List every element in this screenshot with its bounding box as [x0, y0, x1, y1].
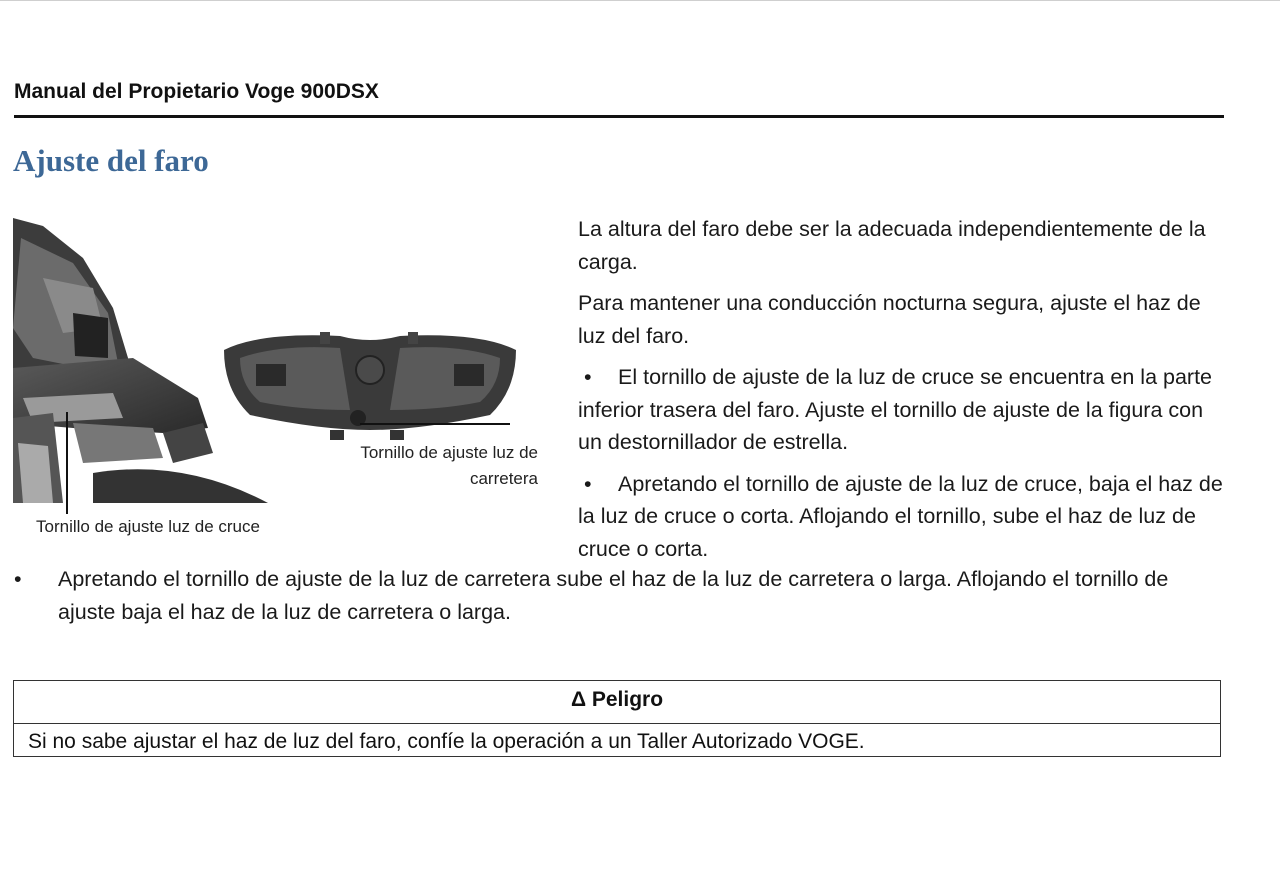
- top-border: [0, 0, 1280, 1]
- document-header: Manual del Propietario Voge 900DSX: [14, 80, 379, 103]
- section-title: Ajuste del faro: [13, 143, 209, 178]
- bullet-dot: •: [584, 471, 592, 496]
- bullet-high-beam-adjust: [14, 563, 1226, 628]
- low-beam-screw-caption: Tornillo de ajuste luz de cruce: [36, 517, 260, 536]
- headlight-unit-image: [220, 330, 520, 445]
- bullet-text: El tornillo de ajuste de la luz de cruce se encuentra en la parte inferior trasera del faro. Ajuste el tornillo de ajuste de la figura con un destornillador de estrella.: [578, 365, 1213, 454]
- paragraph-night-driving: Para mantener una conducción nocturna segura, ajuste el haz de luz del faro.: [578, 291, 1201, 348]
- bullet-text: Apretando el tornillo de ajuste de la luz de carretera sube el haz de la luz de carretera o larga. Aflojando el tornillo de ajuste baja el haz de la luz de carretera o larga.: [58, 567, 1169, 624]
- danger-text: Si no sabe ajustar el haz de luz del faro, confíe la operación a un Taller Autorizado VOGE.: [28, 730, 865, 753]
- danger-title: Δ Peligro: [14, 681, 1220, 724]
- paragraph-load: La altura del faro debe ser la adecuada independientemente de la carga.: [578, 217, 1206, 274]
- bullet-low-beam-adjust: [578, 468, 1228, 566]
- low-beam-leader-line: [66, 412, 68, 514]
- header-rule: [14, 115, 1224, 118]
- bullet-low-beam-location: [578, 361, 1228, 459]
- high-beam-leader-line: [360, 423, 510, 425]
- bullet-text: Apretando el tornillo de ajuste de la luz de cruce, baja el haz de la luz de cruce o corta. Aflojando el tornillo, sube el haz de luz de cruce o corta.: [578, 471, 1223, 561]
- danger-box: [13, 680, 1221, 757]
- instructions-text: [578, 213, 1228, 574]
- bullet-dot: •: [584, 365, 592, 389]
- high-beam-screw-caption: Tornillo de ajuste luz de carretera: [360, 443, 538, 488]
- bullet-dot: •: [14, 567, 22, 591]
